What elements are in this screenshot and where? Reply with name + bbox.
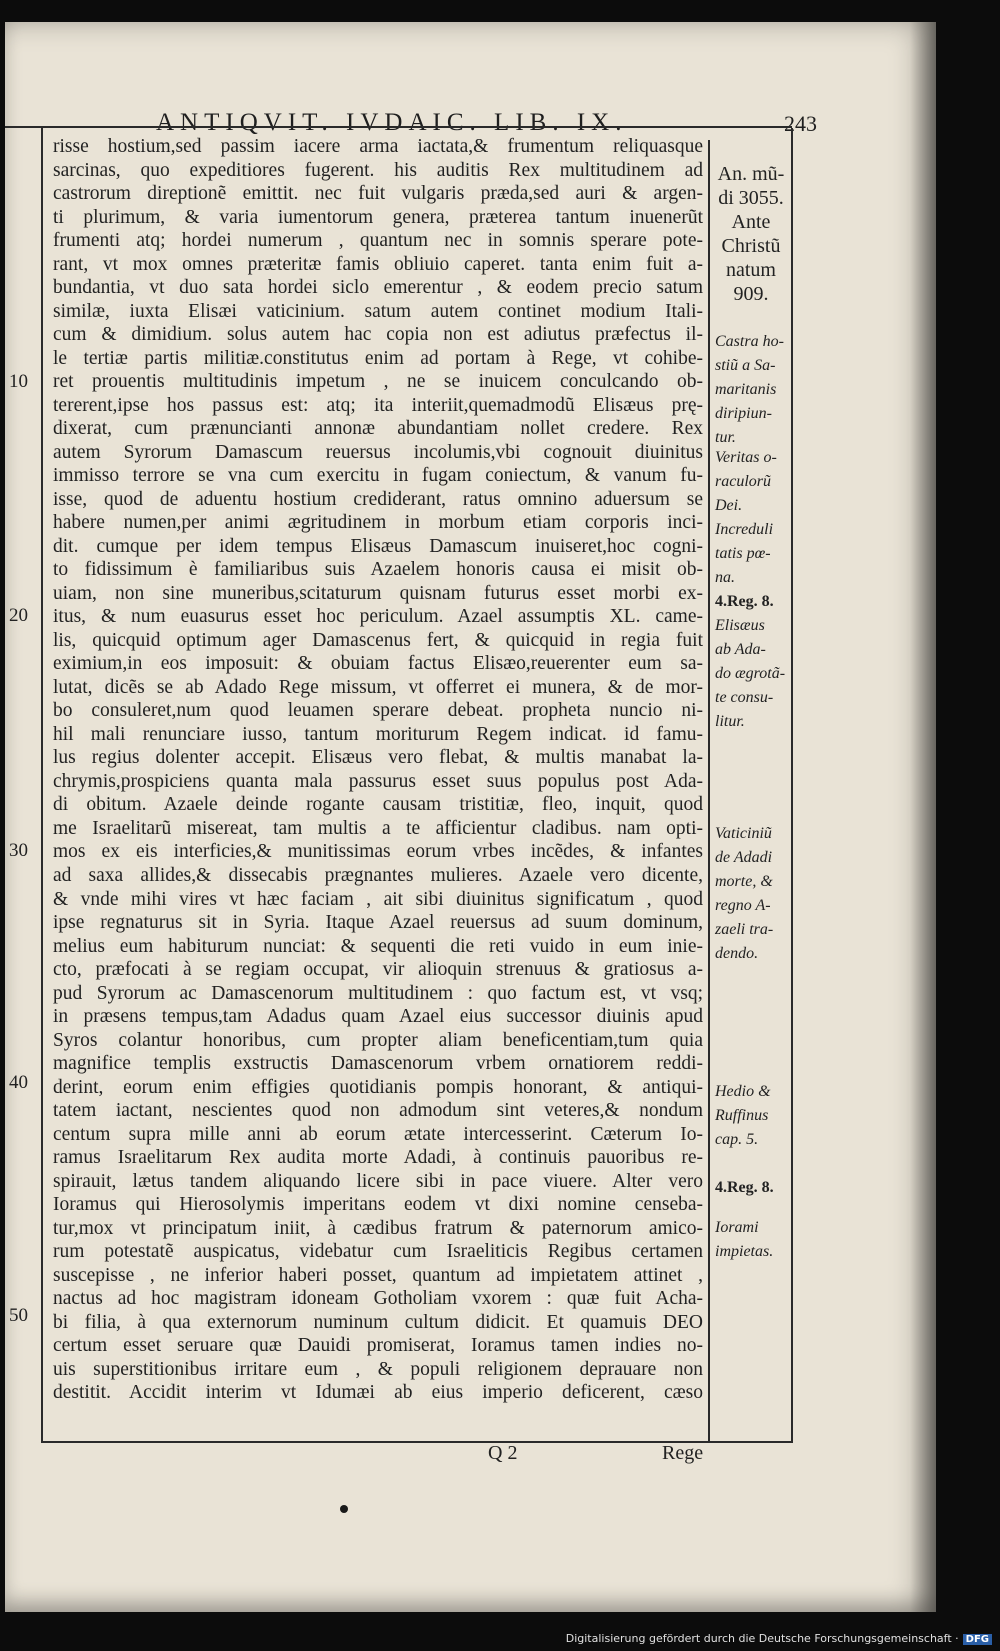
margin-note-line: zaeli tra- <box>715 921 774 938</box>
margin-note-line: impietas. <box>715 1243 774 1260</box>
text-line: di obitum. Azaele deinde rogante causam tristitiæ, fleo, inquit, quod <box>53 794 703 816</box>
credit-text: Digitalisierung gefördert durch die Deutsche Forschungsgemeinschaft · <box>565 1632 959 1645</box>
text-line: me Israelitarũ misereat, tam multis a te afficientur cladibus. nam opti- <box>53 817 703 839</box>
dfg-logo: DFG <box>963 1634 992 1645</box>
date-note-line: Christũ <box>721 235 781 257</box>
date-note-line: An. mũ- <box>717 163 785 185</box>
signature-mark: Q 2 <box>488 1442 518 1464</box>
margin-note-line: Elisæus <box>715 617 765 634</box>
margin-note-line: raculorũ <box>715 473 771 490</box>
text-line: to fidissimum è familiaribus suis Azaelem honoris causa ei misit ob- <box>53 559 703 581</box>
text-line: cto, præfocati à se regiam occupat, vir alioquin strenuus & gratiosus a- <box>53 959 703 981</box>
line-number-50: 50 <box>9 1305 28 1326</box>
text-line: ad saxa allides,& dissecabis prægnantes mulieres. Azaele vero dicente, <box>53 864 703 886</box>
scripture-reference: 4.Reg. 8. <box>715 593 774 610</box>
text-line: eximium,in eos imposuit: & obuiam factus Elisæo,reuerenter eum sa- <box>53 653 703 675</box>
text-line: Syros colantur honoribus, cum propter aliam beneficentiam,tum quia <box>53 1029 703 1051</box>
margin-note <box>715 822 791 966</box>
text-line: dit. cumque per idem tempus Elisæus Damascum inuiseret,hoc cogni- <box>53 535 703 557</box>
margin-note-line: morte, & <box>715 873 773 890</box>
text-line: melius eum habiturum nunciat: & sequenti die reti vuido in eum inie- <box>53 935 703 957</box>
margin-note <box>715 518 791 590</box>
margin-note <box>715 1176 791 1200</box>
page-number: 243 <box>784 111 817 136</box>
margin-note <box>715 330 791 450</box>
stray-dot <box>340 1505 348 1513</box>
margin-note-line: maritanis <box>715 381 777 398</box>
text-line: & vnde mihi vires vt hæc faciam , ait sibi diuinitus significatum , quod <box>53 888 703 910</box>
text-line: derint, eorum enim effigies quotidianis pompis honorant, & antiqui- <box>53 1076 703 1098</box>
line-number-40: 40 <box>9 1072 28 1093</box>
text-line: in præsens tempus,tam Adadus quam Azael eius successor diuinis apud <box>53 1006 703 1028</box>
text-line: hil mali renunciare iusso, tantum moriturum Regem indicat. id famu- <box>53 723 703 745</box>
book-page <box>5 22 936 1612</box>
date-note-line: natum <box>726 259 776 281</box>
margin-note-line: Hedio & <box>715 1083 771 1100</box>
text-line: nactus ad hoc magistram idoneam Gotholiam vxorem : quæ fuit Acha- <box>53 1288 703 1310</box>
text-line: suscepisse , ne inferior haberi posset, quantum ad impietatem attinet , <box>53 1264 703 1286</box>
frame-left-rule <box>41 128 43 1441</box>
text-line: uiam, non sine muneribus,scitaturum quisnam futurus esset morbi ex- <box>53 582 703 604</box>
text-line: sarcinas, quo expeditiores fugerent. his auditis Rex multitudinem ad <box>53 159 703 181</box>
text-line: risse hostium,sed passim iacere arma iactata,& frumentum reliquasque <box>53 136 703 157</box>
text-line: itus, & num euasurus esset hoc periculum. Azael assumptis XL. came- <box>53 606 703 628</box>
margin-note-line: Dei. <box>715 497 743 514</box>
text-line: magnifice templis exstructis Damascenorum vrbem ornatiorem reddi- <box>53 1053 703 1075</box>
text-line: ret prouentis multitudinis impetum , ne se inuicem conculcando ob- <box>53 371 703 393</box>
date-note-line: 909. <box>733 283 769 305</box>
page-footer <box>5 1442 936 1482</box>
margin-note-line: de Adadi <box>715 849 773 866</box>
frame-margin-rule <box>708 140 710 1441</box>
margin-note-line: ab Ada- <box>715 641 766 658</box>
frame-right-rule <box>791 128 793 1441</box>
page-edge-shadow <box>910 22 936 1612</box>
text-line: isse, quod de aduentu hostium crediderant, ratus omnino aduersum se <box>53 488 703 510</box>
text-line: cum & dimidium. solus autem hac copia non est adiutus præfectus il- <box>53 324 703 346</box>
text-line: bundantia, vt duo sata hordei siclo emerentur , & eodem precio satum <box>53 277 703 299</box>
text-line: immisso terrore se vna cum exercitu in fugam coniectum, & vanum fu- <box>53 465 703 487</box>
margin-note-line: te consu- <box>715 689 774 706</box>
margin-note-line: stiũ a Sa- <box>715 357 776 374</box>
text-line: rum potestatẽ auspicatus, videbatur cum Israeliticis Regibus certamen <box>53 1241 703 1263</box>
digitization-credit <box>566 1632 992 1645</box>
running-title: ANTIQVIT. IVDAIC. LIB. IX. <box>156 109 628 136</box>
margin-note-line: Vaticiniũ <box>715 825 772 842</box>
margin-date-note <box>712 162 790 306</box>
date-note-line: di 3055. <box>718 187 784 209</box>
margin-note-line: Castra ho- <box>715 333 784 350</box>
text-line: ipse regnaturus sit in Syria. Itaque Azael reuersus ad suum dominum, <box>53 912 703 934</box>
text-line: tererent,ipse hos passus est: atq; ita interiit,quemadmodũ Elisæus prę- <box>53 394 703 416</box>
margin-note-line: Veritas o- <box>715 449 777 466</box>
margin-note-line: tatis pœ- <box>715 545 771 562</box>
margin-note-line: diripiun- <box>715 405 772 422</box>
margin-note-line: regno A- <box>715 897 771 914</box>
margin-note-line: cap. 5. <box>715 1131 759 1148</box>
date-note-line: Ante <box>731 211 771 233</box>
scripture-reference: 4.Reg. 8. <box>715 1179 774 1196</box>
text-line: uis superstitionibus irritare eum , & populi religionem deprauare non <box>53 1358 703 1380</box>
text-line: ti plurimum, & varia iumentorum genera, præterea tantum inuenerũt <box>53 206 703 228</box>
margin-note-line: dendo. <box>715 945 759 962</box>
text-line: pud Syrorum ac Damascenorum multitudinem : quo factum est, vt vsq; <box>53 982 703 1004</box>
text-line: spirauit, lætus tandem aliquando licere sibi in pace viuere. Alter vero <box>53 1170 703 1192</box>
line-number-30: 30 <box>9 840 28 861</box>
margin-note-line: tur. <box>715 429 736 446</box>
text-line: centum supra mille anni ab eorum ætate intercesserint. Cæterum Io- <box>53 1123 703 1145</box>
main-text-column <box>53 135 703 1405</box>
text-line: dixerat, cum prænuncianti annonæ abundantiam nollet credere. Rex <box>53 418 703 440</box>
margin-note <box>715 446 791 518</box>
text-line: tatem iactant, nescientes quod non admodum sint veteres,& nondum <box>53 1100 703 1122</box>
margin-note-line: do ægrotã- <box>715 665 786 682</box>
text-line: lutat, dicẽs se ab Adado Rege missum, vt offerret ei munera, & de mor- <box>53 676 703 698</box>
text-line: le tertiæ partis militiæ.constitutus enim ad portam à Rege, vt cohibe- <box>53 347 703 369</box>
margin-note <box>715 1080 791 1152</box>
margin-note-line: litur. <box>715 713 745 730</box>
text-line: destitit. Accidit interim vt Idumæi ab eius imperio deficerent, cæso <box>53 1382 703 1404</box>
line-number-20: 20 <box>9 605 28 626</box>
text-line: autem Syrorum Damascum reuersus incolumis,vbi cognouit diuinitus <box>53 441 703 463</box>
text-line: lus regius dolenter accepit. Elisæus vero flebat, & multis manabat la- <box>53 747 703 769</box>
text-line: tur,mox vt principatum iniit, à cædibus fratrum & paternorum amico- <box>53 1217 703 1239</box>
text-line: bo consuleret,num quod leuamen sperare debeat. propheta nuncio ni- <box>53 700 703 722</box>
text-line: mos ex eis interficies,& munitissimas eorum vrbes incẽdes, & infantes <box>53 841 703 863</box>
margin-note-line: Ruffinus <box>715 1107 769 1124</box>
line-number-10: 10 <box>9 371 28 392</box>
text-line: frumenti atq; hordei numerum , quantum nec in somnis sperare pote- <box>53 230 703 252</box>
margin-note <box>715 1216 791 1264</box>
text-line: similæ, iuxta Elisæi vaticinium. satum autem continet modium Itali- <box>53 300 703 322</box>
header-rule <box>5 126 792 128</box>
text-line: Ioramus qui Hierosolymis imperitans eodem vt dixi nomine censeba- <box>53 1194 703 1216</box>
catchword: Rege <box>662 1442 704 1464</box>
text-line: castrorum direptionẽ emittit. nec fuit vulgaris præda,sed auri & argen- <box>53 183 703 205</box>
text-line: lis, quicquid optimum ager Damascenus fert, & quicquid in regia fuit <box>53 629 703 651</box>
margin-note-line: Increduli <box>715 521 774 538</box>
text-line: chrymis,prospiciens quanta mala passurus esset suus populus post Ada- <box>53 770 703 792</box>
text-line: certum esset seruare quæ Dauidi promiserat, Ioramus tamen indies no- <box>53 1335 703 1357</box>
text-line: ramus Israelitarum Rex audita morte Adadi, à continuis pauoribus re- <box>53 1147 703 1169</box>
text-line: rant, vt mox omnes præteritæ famis obliuio caperet. tanta enim fuit a- <box>53 253 703 275</box>
text-line: bi filia, à qua externorum numinum cultum didicit. Et quamuis DEO <box>53 1311 703 1333</box>
margin-note-line: na. <box>715 569 735 586</box>
margin-note-line: Iorami <box>715 1219 759 1236</box>
text-line: habere numen,per animi ægritudinem in morbum etiam corporis inci- <box>53 512 703 534</box>
margin-note <box>715 590 791 734</box>
